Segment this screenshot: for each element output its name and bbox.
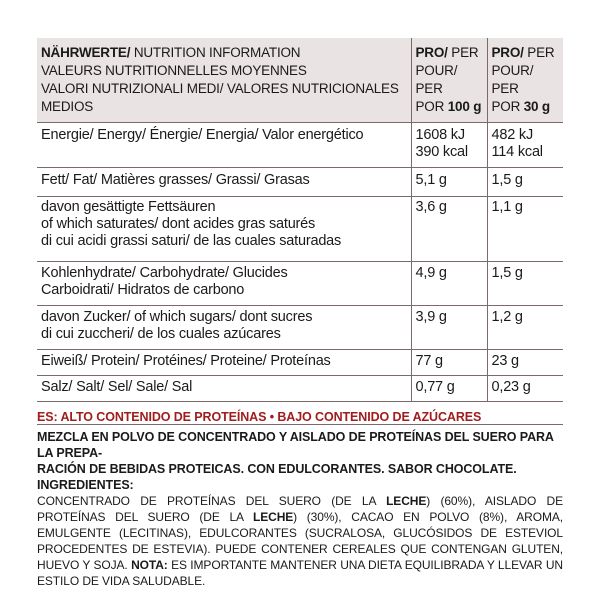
row-value-per100	[411, 350, 487, 376]
row-value-per100	[411, 306, 487, 350]
row-value-per30	[487, 350, 563, 376]
row-label-line: di cui acidi grassi saturi/ de las cuales saturadas	[41, 233, 342, 249]
header-title-en: NUTRITION INFORMATION	[130, 45, 301, 60]
row-value-per100	[411, 168, 487, 197]
value: 5,1 g	[415, 172, 447, 188]
row-label-protein	[37, 350, 411, 376]
note-text: ES IMPORTANTE MANTENER UNA DIETA EQUILIBRADA Y LLEVAR UN ESTILO DE VIDA SALUDABLE.	[37, 558, 563, 588]
value: 1,5 g	[491, 265, 523, 281]
row-value-per30	[487, 306, 563, 350]
row-label-line: Carboidrati/ Hidratos de carbono	[41, 282, 245, 298]
value: 1,2 g	[491, 309, 523, 325]
table-row	[37, 168, 563, 197]
table-row	[37, 262, 563, 306]
value-kcal: 114 kcal	[491, 144, 543, 160]
row-label-sugars	[37, 306, 411, 350]
table-row	[37, 123, 563, 168]
row-label-line: davon Zucker/ of which sugars/ dont sucres	[41, 309, 313, 325]
value: 3,9 g	[415, 309, 447, 325]
description-line: MEZCLA EN POLVO DE CONCENTRADO Y AISLADO DE PROTEÍNAS DEL SUERO PARA LA PREPA-	[37, 430, 554, 460]
value-kcal: 390 kcal	[415, 144, 468, 160]
nutrition-table	[37, 38, 563, 402]
header-per100-per: PER	[447, 45, 479, 60]
table-row	[37, 376, 563, 402]
allergen-milk: LECHE	[386, 494, 427, 508]
header-title-fr: VALEURS NUTRITIONNELLES MOYENNES	[41, 63, 307, 78]
row-label-line: Kohlenhydrate/ Carbohydrate/ Glucides	[41, 265, 288, 281]
header-per100	[411, 38, 487, 123]
value: 1,5 g	[491, 172, 523, 188]
allergen-milk: LECHE	[253, 510, 294, 524]
nutrition-label	[37, 38, 563, 589]
table-row	[37, 350, 563, 376]
divider	[37, 424, 563, 425]
header-per30-amount: 30 g	[523, 99, 550, 114]
value: 3,6 g	[415, 199, 447, 215]
row-value-per30	[487, 262, 563, 306]
header-per30-pour: POUR/ PER	[491, 63, 534, 96]
row-label-line: Salz/ Salt/ Sel/ Sale/ Sal	[41, 379, 193, 395]
value: 0,77 g	[415, 379, 455, 395]
header-per100-por: POR	[415, 99, 448, 114]
note-label: NOTA:	[131, 558, 168, 572]
row-value-per30	[487, 376, 563, 402]
header-per30-pro: PRO/	[491, 45, 524, 60]
row-value-per100	[411, 197, 487, 262]
ingredients-part: CONCENTRADO DE PROTEÍNAS DEL SUERO (DE LA	[37, 494, 387, 508]
row-label-line: Eiweiß/ Protein/ Protéines/ Proteine/ Proteínas	[41, 353, 331, 369]
ingredients-part: ) (60%), AISLADO DE PROTEÍNAS DEL SUERO (DE LA	[37, 494, 563, 524]
row-label-line: di cui zuccheri/ de los cuales azúcares	[41, 326, 281, 342]
row-value-per30	[487, 197, 563, 262]
row-value-per100	[411, 262, 487, 306]
header-per100-amount: 100 g	[447, 99, 482, 114]
description-line: RACIÓN DE BEBIDAS PROTEICAS. CON EDULCORANTES. SABOR CHOCOLATE. INGREDIENTES:	[37, 462, 517, 492]
value: 4,9 g	[415, 265, 447, 281]
row-value-per100	[411, 123, 487, 168]
product-description	[37, 429, 563, 493]
row-label-carbohydrate	[37, 262, 411, 306]
row-value-per30	[487, 123, 563, 168]
header-per100-pro: PRO/	[415, 45, 448, 60]
value: 77 g	[415, 353, 443, 369]
row-label-line: Fett/ Fat/ Matières grasses/ Grassi/ Grasas	[41, 172, 310, 188]
row-label-line: davon gesättigte Fettsäuren	[41, 199, 216, 215]
header-per30-per: PER	[523, 45, 555, 60]
row-label-saturates	[37, 197, 411, 262]
value: 1,1 g	[491, 199, 523, 215]
row-value-per30	[487, 168, 563, 197]
header-per100-pour: POUR/ PER	[415, 63, 458, 96]
row-label-salt	[37, 376, 411, 402]
table-row	[37, 197, 563, 262]
value-kj: 1608 kJ	[415, 127, 465, 143]
table-header	[37, 38, 563, 123]
header-title-it-es: VALORI NUTRIZIONALI MEDI/ VALORES NUTRICIONALES MEDIOS	[41, 81, 399, 114]
header-per30	[487, 38, 563, 123]
row-label-line: of which saturates/ dont acides gras saturés	[41, 216, 316, 232]
row-value-per100	[411, 376, 487, 402]
header-title	[37, 38, 411, 123]
table-row	[37, 306, 563, 350]
header-per30-por: POR	[491, 99, 524, 114]
value: 0,23 g	[491, 379, 531, 395]
row-label-fat	[37, 168, 411, 197]
header-title-de: NÄHRWERTE/	[41, 45, 131, 60]
ingredients-part: ) (30%), CACAO EN POLVO (8%), AROMA, EMULGENTE (LECITINAS), EDULCORANTES (SUCRALOSA, GLUCÓSIDOS DE ESTEVIOL PROCEDENTES DE ESTEVIA). PUEDE CONTENER CEREALES QUE CONTENGAN GLUTEN, HUEVO Y SOJA.	[37, 510, 563, 572]
row-label-line: Energie/ Energy/ Énergie/ Energia/ Valor energético	[41, 127, 364, 143]
ingredients-text	[37, 493, 563, 589]
value: 23 g	[491, 353, 519, 369]
row-label-energy	[37, 123, 411, 168]
nutrition-claims: ES: ALTO CONTENIDO DE PROTEÍNAS • BAJO CONTENIDO DE AZÚCARES	[37, 410, 482, 424]
value-kj: 482 kJ	[491, 127, 534, 143]
